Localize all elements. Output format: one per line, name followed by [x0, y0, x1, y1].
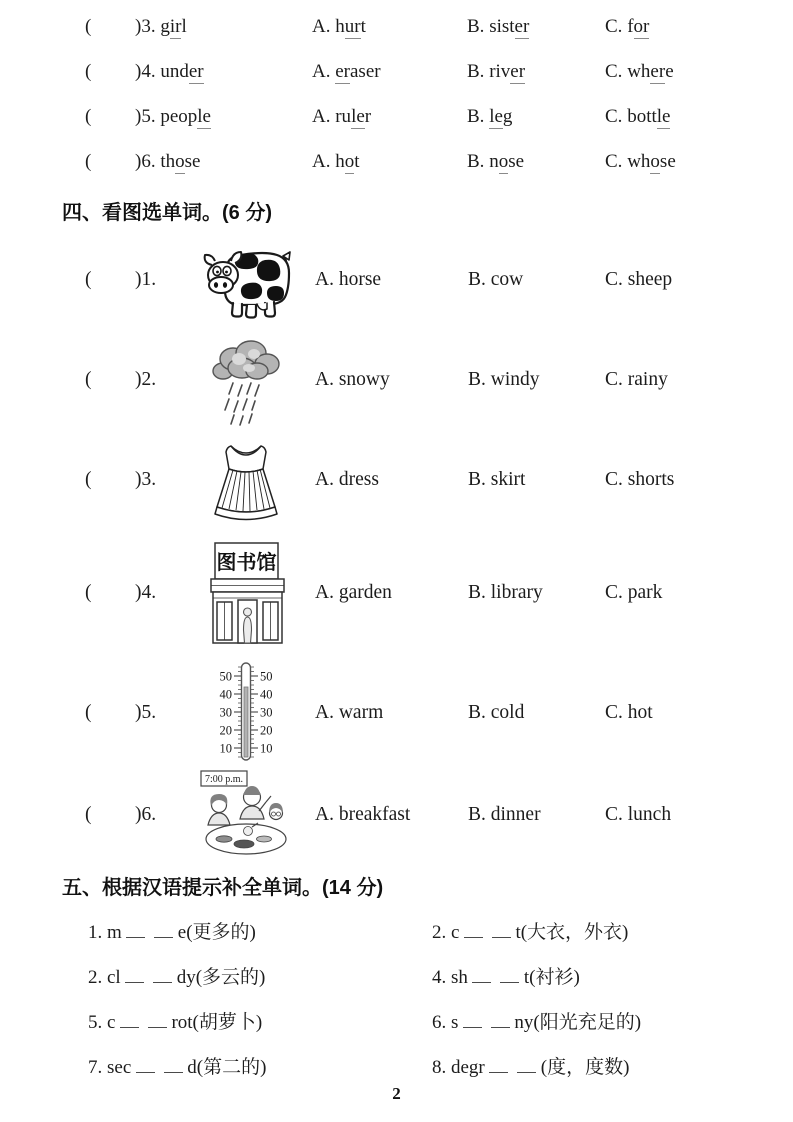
answer-paren[interactable]: ( [85, 582, 92, 603]
answer-paren[interactable]: ( [85, 702, 92, 723]
letters: t [354, 150, 360, 172]
option-b: B. cow [468, 269, 524, 290]
picture-item [85, 327, 793, 433]
fill-row [88, 1043, 793, 1088]
item-number: )5. [135, 702, 157, 723]
svg-text:7:00 p.m.: 7:00 p.m. [204, 774, 244, 785]
option-b [467, 151, 605, 173]
letter-blank[interactable] [464, 924, 483, 938]
option-c: C. shorts [605, 469, 675, 490]
letters: bott [627, 105, 657, 127]
option-a: A. snowy [315, 369, 390, 390]
letters: aser [350, 60, 381, 82]
option-c [605, 16, 793, 38]
question-word-text [160, 16, 186, 39]
letter-blank[interactable] [126, 924, 145, 938]
option-word-text [335, 106, 371, 129]
letters: t [360, 15, 366, 37]
letters: wh [627, 60, 651, 82]
option-b [467, 16, 605, 38]
underlined-letters: er [335, 60, 350, 82]
svg-text:50: 50 [219, 669, 232, 684]
item-number: )4. [135, 60, 161, 82]
option-label: A. [312, 60, 336, 82]
option-word-text [335, 16, 366, 39]
picture-section-title: 四、看图选单词。(6 分) [62, 202, 272, 224]
letter-blank[interactable] [489, 1059, 508, 1073]
fill-item [432, 962, 793, 989]
letters: se [184, 150, 201, 172]
option-word-text [335, 151, 359, 174]
option-a: A. breakfast [315, 804, 411, 825]
option-c: C. lunch [605, 804, 672, 825]
question-word-text [160, 151, 200, 174]
matching-row [85, 94, 793, 139]
letters: f [627, 15, 634, 37]
thermometer-illustration [177, 661, 315, 765]
svg-text:20: 20 [260, 723, 273, 738]
option-a [312, 61, 467, 83]
option-word-text [627, 106, 670, 129]
option-b: B. cold [468, 702, 525, 723]
svg-text:图书馆: 图书馆 [216, 552, 276, 574]
letter-blank[interactable] [125, 969, 144, 983]
fill-row [88, 953, 793, 998]
fill-item-suffix: ny(阳光充足的) [514, 1012, 642, 1033]
option-word-text [489, 61, 525, 84]
letters: und [160, 60, 189, 82]
item-number: )6. [135, 150, 161, 172]
letters: peop [160, 105, 198, 127]
answer-paren[interactable]: ( [85, 269, 92, 290]
option-b [467, 61, 605, 83]
fill-item [88, 962, 432, 989]
picture-section [0, 233, 793, 863]
fill-item-suffix: e(更多的) [177, 922, 256, 943]
item-number: )2. [135, 369, 157, 390]
letter-blank[interactable] [463, 1014, 482, 1028]
fill-item-prefix: 8. degr [432, 1057, 485, 1078]
letter-blank[interactable] [136, 1059, 155, 1073]
picture-item [85, 659, 793, 767]
fill-item-suffix: d(第二的) [187, 1057, 267, 1078]
underlined-letters: er [510, 60, 526, 82]
question-word [135, 106, 312, 128]
fill-item-prefix: 7. sec [88, 1057, 132, 1078]
option-a: A. garden [315, 582, 392, 603]
underlined-letters: o [175, 150, 185, 172]
svg-text:40: 40 [260, 687, 273, 702]
option-b: B. library [468, 582, 543, 603]
letter-blank[interactable] [491, 1014, 510, 1028]
svg-text:50: 50 [260, 669, 273, 684]
option-word-text [627, 151, 676, 174]
fill-item-prefix: 4. sh [432, 967, 468, 988]
letters: h [335, 150, 345, 172]
option-b: B. windy [468, 369, 540, 390]
item-number: )3. [135, 469, 157, 490]
fill-section-title: 五、根据汉语提示补全单词。(14 分) [62, 877, 384, 899]
option-label: B. [467, 60, 490, 82]
letter-blank[interactable] [120, 1014, 139, 1028]
option-c: C. sheep [605, 269, 673, 290]
option-word-text [489, 16, 529, 39]
fill-section [0, 908, 793, 1088]
option-b [467, 106, 605, 128]
option-word-text [335, 61, 380, 84]
letters: wh [627, 150, 651, 172]
answer-paren[interactable]: ( [85, 369, 92, 390]
option-word-text [489, 106, 512, 129]
option-label: C. [605, 150, 628, 172]
underlined-letters: le [351, 105, 365, 127]
dress-illustration [177, 439, 315, 521]
answer-paren[interactable]: ( [85, 469, 92, 490]
option-a: A. dress [315, 469, 379, 490]
matching-row [85, 49, 793, 94]
option-label: C. [605, 105, 628, 127]
option-a [312, 106, 467, 128]
letters: g [502, 105, 513, 127]
svg-text:10: 10 [219, 741, 232, 756]
letter-blank[interactable] [154, 924, 173, 938]
letter-blank[interactable] [164, 1059, 183, 1073]
fill-item-suffix: (度，度数) [540, 1057, 630, 1078]
option-label: B. [467, 15, 490, 37]
answer-paren[interactable]: ( [85, 60, 92, 82]
option-label: B. [467, 105, 490, 127]
letters: n [489, 150, 499, 172]
matching-row [85, 139, 793, 184]
fill-item [88, 1007, 432, 1034]
fill-item-prefix: 5. c [88, 1012, 116, 1033]
library-illustration [177, 540, 315, 646]
letters: h [335, 15, 345, 37]
option-word-text [627, 16, 649, 39]
option-c [605, 151, 793, 173]
rain-cloud-illustration [177, 333, 315, 427]
picture-item [85, 527, 793, 659]
fill-item [432, 1007, 793, 1034]
fill-item-prefix: 2. cl [88, 967, 121, 988]
letter-blank[interactable] [517, 1059, 536, 1073]
letters: r [364, 105, 372, 127]
option-a: A. horse [315, 269, 382, 290]
letters: ru [335, 105, 352, 127]
fill-item-prefix: 6. s [432, 1012, 459, 1033]
option-word-text [489, 151, 524, 174]
letters: e [665, 60, 674, 82]
letters: se [508, 150, 525, 172]
svg-text:30: 30 [219, 705, 232, 720]
fill-item-prefix: 1. m [88, 922, 122, 943]
dinner-illustration [177, 769, 315, 861]
fill-row [88, 908, 793, 953]
picture-item [85, 767, 793, 863]
answer-paren[interactable]: ( [85, 15, 92, 37]
option-b: B. skirt [468, 469, 526, 490]
underlined-letters: le [656, 105, 671, 127]
option-c: C. park [605, 582, 663, 603]
underlined-letters: le [489, 105, 503, 127]
matching-section [0, 0, 793, 184]
option-b: B. dinner [468, 804, 541, 825]
option-label: B. [467, 150, 490, 172]
letter-blank[interactable] [492, 924, 511, 938]
question-word [135, 16, 312, 38]
answer-paren[interactable]: ( [85, 105, 92, 127]
underlined-letters: o [650, 150, 660, 172]
option-c [605, 61, 793, 83]
svg-text:20: 20 [219, 723, 232, 738]
letters: th [160, 150, 176, 172]
letters: se [659, 150, 676, 172]
letter-blank[interactable] [148, 1014, 167, 1028]
option-word-text [627, 61, 673, 84]
fill-item-suffix: rot(胡萝卜) [171, 1012, 263, 1033]
letters: l [181, 15, 187, 37]
svg-text:30: 30 [260, 705, 273, 720]
answer-paren[interactable]: ( [85, 804, 92, 825]
fill-item [88, 1052, 432, 1079]
option-c: C. hot [605, 702, 653, 723]
letter-blank[interactable] [153, 969, 172, 983]
item-number: )5. [135, 105, 161, 127]
letters: sist [489, 15, 515, 37]
item-number: )4. [135, 582, 157, 603]
letter-blank[interactable] [472, 969, 491, 983]
option-c [605, 106, 793, 128]
question-word-text [160, 106, 211, 129]
option-label: A. [312, 15, 336, 37]
fill-row [88, 998, 793, 1043]
item-number: )1. [135, 269, 157, 290]
underlined-letters: le [197, 105, 211, 127]
question-word [135, 61, 312, 83]
fill-item [88, 917, 432, 944]
item-number: )3. [135, 15, 161, 37]
option-label: C. [605, 60, 628, 82]
underlined-letters: er [650, 60, 666, 82]
letters: g [160, 15, 170, 37]
option-label: A. [312, 105, 336, 127]
svg-text:40: 40 [219, 687, 232, 702]
underlined-letters: or [633, 15, 650, 37]
question-word [135, 151, 312, 173]
page-number: 2 [392, 1084, 401, 1103]
underlined-letters: er [514, 15, 530, 37]
underlined-letters: er [188, 60, 204, 82]
fill-item-suffix: dy(多云的) [176, 967, 266, 988]
question-word-text [160, 61, 203, 84]
cow-illustration [177, 241, 315, 319]
fill-item [432, 917, 793, 944]
fill-item-suffix: t(大衣，外衣) [515, 922, 629, 943]
letters: riv [489, 60, 511, 82]
option-label: A. [312, 150, 336, 172]
item-number: )6. [135, 804, 157, 825]
option-c: C. rainy [605, 369, 668, 390]
answer-paren[interactable]: ( [85, 150, 92, 172]
option-label: C. [605, 15, 628, 37]
underlined-letters: ur [344, 15, 361, 37]
fill-item-prefix: 2. c [432, 922, 460, 943]
picture-item [85, 433, 793, 527]
fill-item-suffix: t(衬衫) [523, 967, 580, 988]
option-a [312, 151, 467, 173]
fill-item [432, 1052, 793, 1079]
matching-row [85, 4, 793, 49]
letter-blank[interactable] [500, 969, 519, 983]
svg-text:10: 10 [260, 741, 273, 756]
picture-item [85, 233, 793, 327]
underlined-letters: ir [169, 15, 182, 37]
option-a: A. warm [315, 702, 384, 723]
underlined-letters: o [344, 150, 355, 172]
underlined-letters: o [498, 150, 509, 172]
option-a [312, 16, 467, 38]
